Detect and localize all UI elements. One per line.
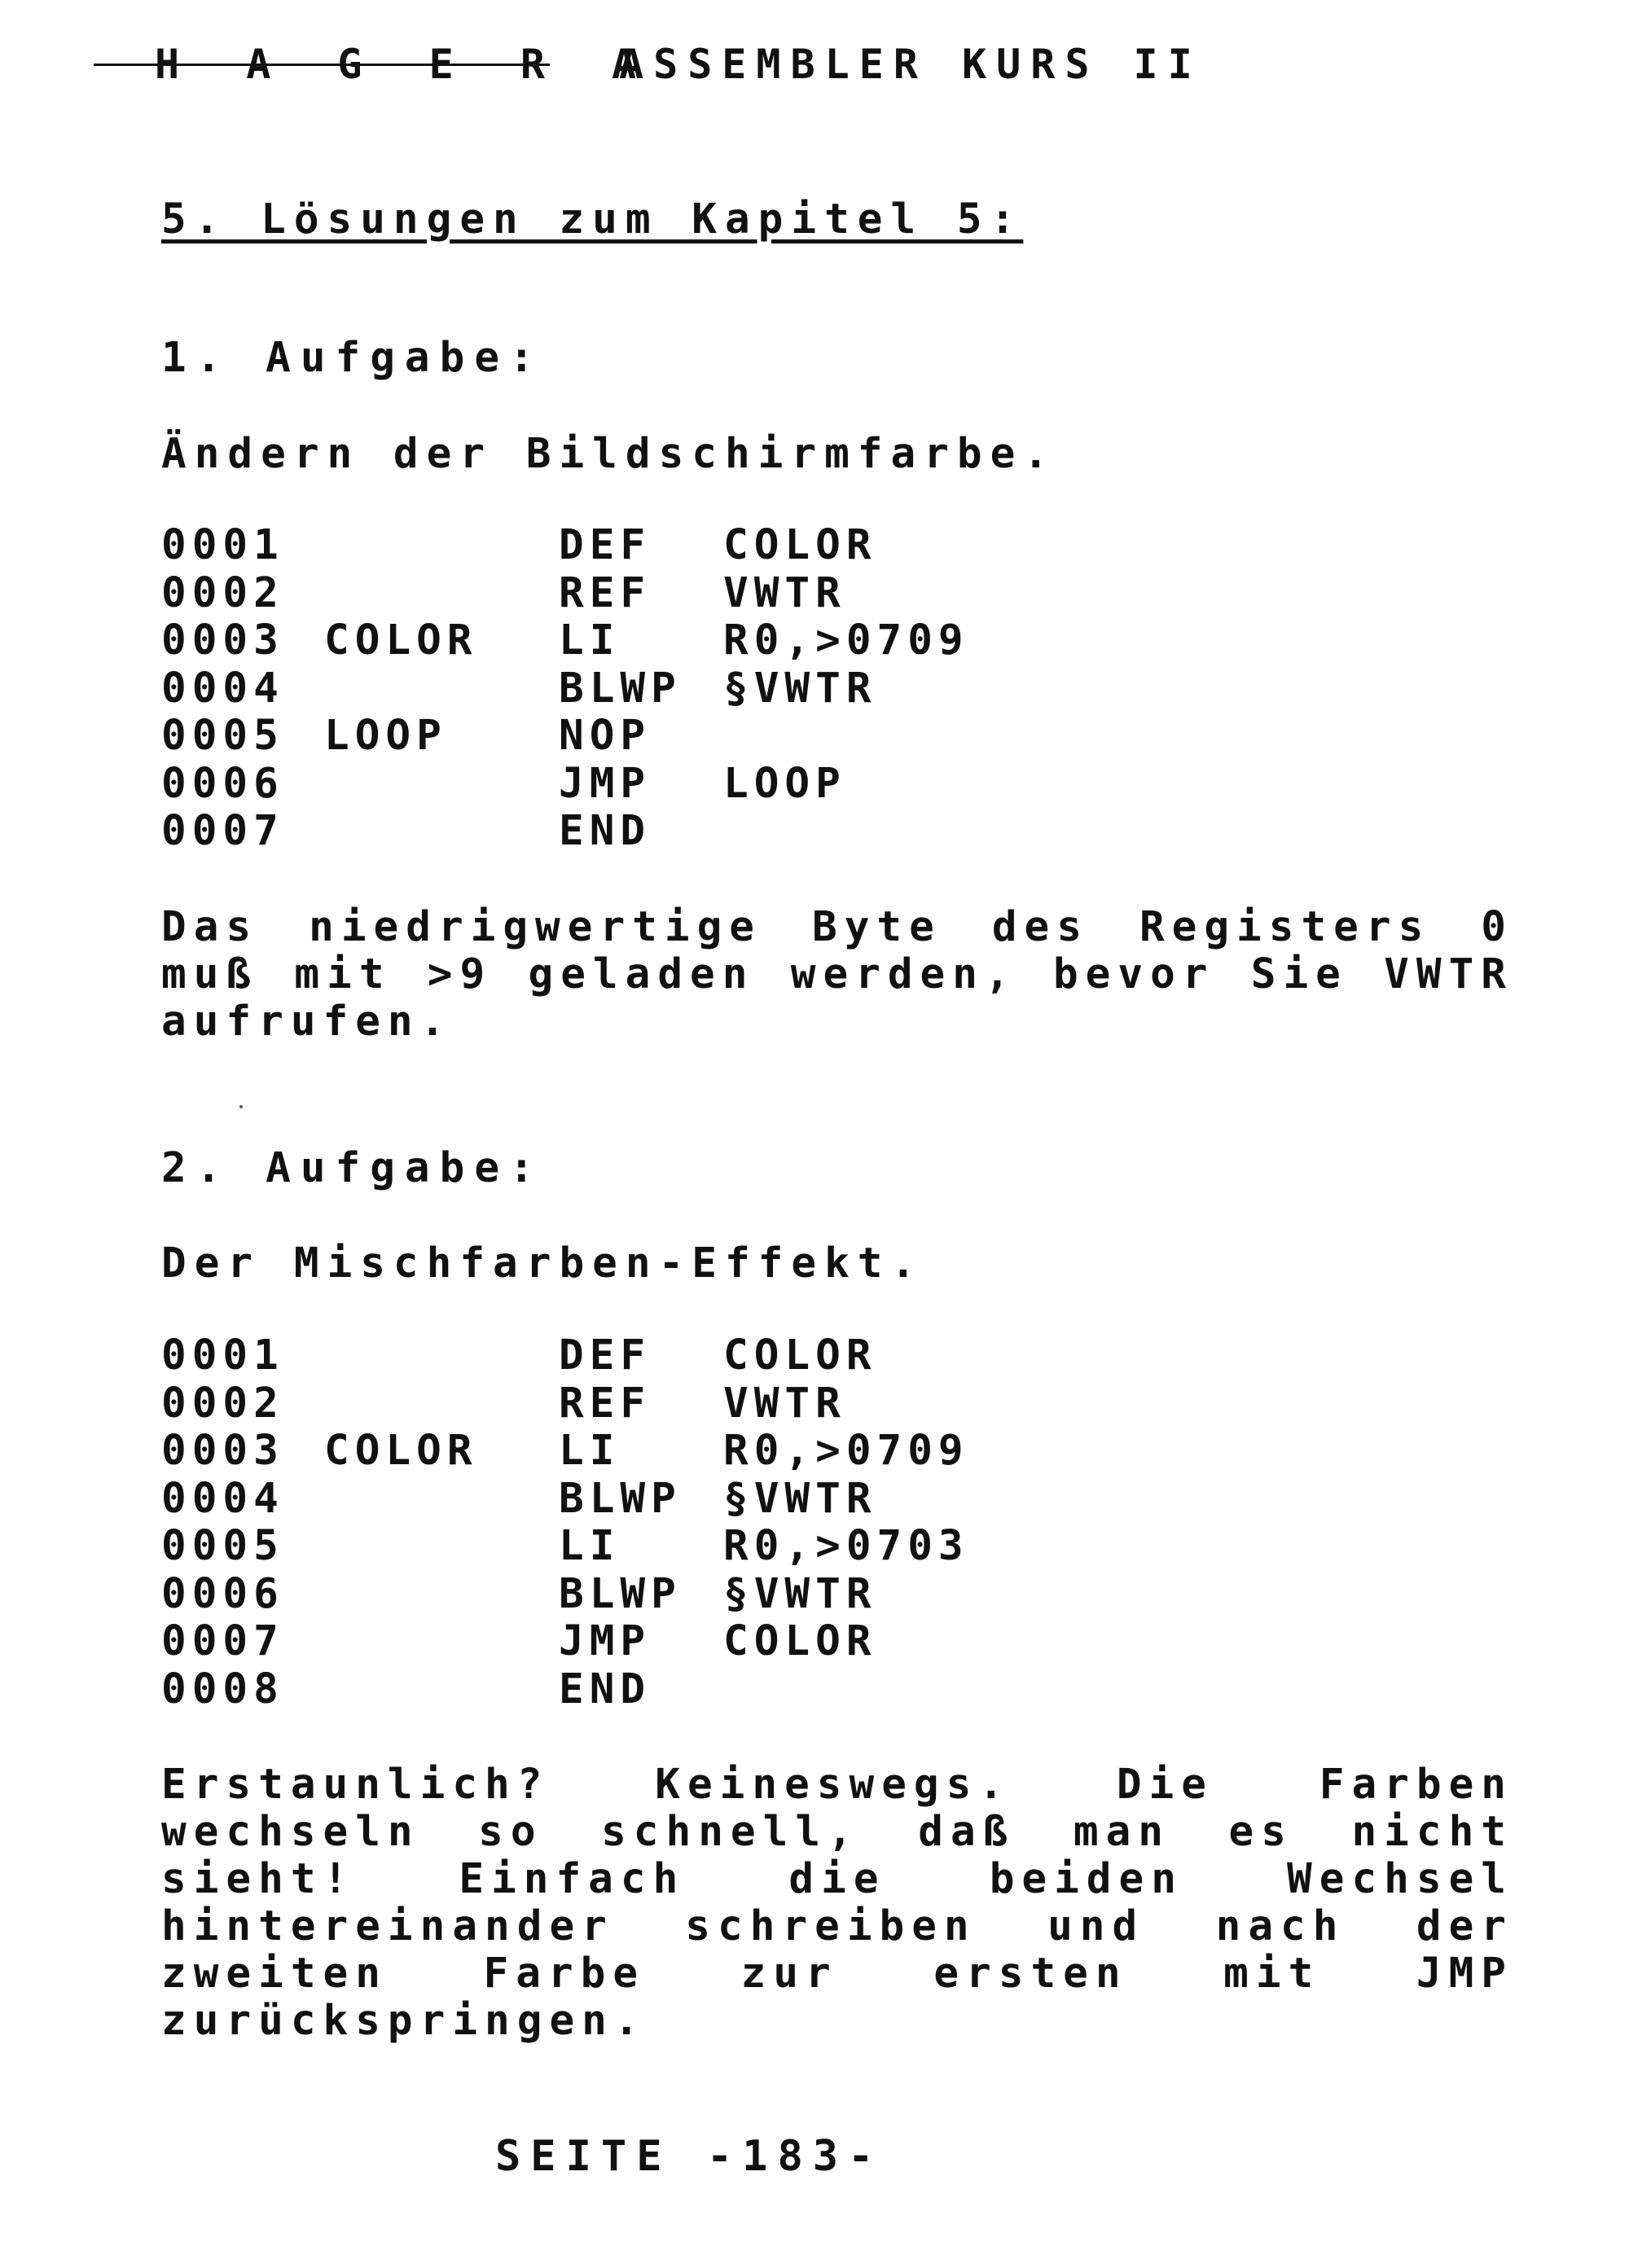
code-label: COLOR bbox=[324, 616, 478, 665]
chapter-title: 5. Lösungen zum Kapitel 5: bbox=[161, 195, 1024, 243]
line-number: 0002 bbox=[161, 568, 284, 617]
note-line: Erstaunlich? Keineswegs. Die Farben bbox=[161, 1761, 1513, 1809]
line-number: 0007 bbox=[161, 1617, 284, 1665]
line-number: 0001 bbox=[161, 1331, 284, 1380]
scan-speck bbox=[239, 1105, 243, 1108]
code-opcode: BLWP bbox=[559, 664, 682, 713]
code-opcode: END bbox=[559, 1665, 652, 1713]
code-label: LOOP bbox=[324, 712, 447, 760]
code-operand: COLOR bbox=[723, 521, 877, 569]
task2-subtitle: Der Mischfarben-Effekt. bbox=[161, 1239, 924, 1288]
header-course: ASSEMBLER KURS II bbox=[619, 41, 1202, 88]
code-opcode: DEF bbox=[559, 521, 652, 569]
line-number: 0008 bbox=[161, 1665, 284, 1713]
note-line: hintereinander schreiben und nach der bbox=[161, 1902, 1513, 1950]
page-number: SEITE -183- bbox=[495, 2132, 884, 2181]
line-number: 0005 bbox=[161, 1522, 284, 1570]
code-opcode: LI bbox=[559, 1522, 621, 1570]
note-line: Das niedrigwertige Byte des Registers 0 bbox=[161, 903, 1513, 951]
code-opcode: REF bbox=[559, 1379, 652, 1428]
task1-note bbox=[161, 904, 1513, 1046]
code-operand: COLOR bbox=[723, 1331, 877, 1380]
code-opcode: JMP bbox=[559, 759, 652, 808]
line-number: 0006 bbox=[161, 759, 284, 808]
note-line: zweiten Farbe zur ersten mit JMP bbox=[161, 1950, 1513, 1998]
code-opcode: LI bbox=[559, 1427, 621, 1475]
line-number: 0002 bbox=[161, 1379, 284, 1428]
line-number: 0004 bbox=[161, 1474, 284, 1523]
code-label: COLOR bbox=[324, 1427, 478, 1475]
code-operand: LOOP bbox=[723, 759, 846, 808]
line-number: 0001 bbox=[161, 521, 284, 569]
code-opcode: NOP bbox=[559, 712, 652, 760]
note-line: zurückspringen. bbox=[161, 1997, 647, 2045]
code-opcode: JMP bbox=[559, 1617, 652, 1665]
code-operand: VWTR bbox=[723, 1379, 846, 1428]
code-opcode: END bbox=[559, 807, 652, 855]
note-line: wechseln so schnell, daß man es nicht bbox=[161, 1808, 1513, 1856]
code-opcode: BLWP bbox=[559, 1474, 682, 1523]
note-line: sieht! Einfach die beiden Wechsel bbox=[161, 1855, 1513, 1903]
line-number: 0003 bbox=[161, 1427, 284, 1475]
code-opcode: BLWP bbox=[559, 1569, 682, 1618]
code-operand: §VWTR bbox=[723, 1474, 877, 1523]
code-operand: R0,>0703 bbox=[723, 1522, 969, 1570]
line-number: 0004 bbox=[161, 664, 284, 713]
header-brand: H A G E R A bbox=[155, 41, 658, 88]
line-number: 0007 bbox=[161, 807, 284, 855]
code-opcode: LI bbox=[559, 616, 621, 665]
code-operand: R0,>0709 bbox=[723, 616, 969, 665]
task1-heading: 1. Aufgabe: bbox=[161, 334, 544, 382]
line-number: 0005 bbox=[161, 712, 284, 760]
task2-note bbox=[161, 1761, 1513, 2045]
line-number: 0006 bbox=[161, 1569, 284, 1618]
task1-subtitle: Ändern der Bildschirmfarbe. bbox=[161, 430, 1057, 478]
code-operand: R0,>0709 bbox=[723, 1427, 969, 1475]
code-opcode: DEF bbox=[559, 1331, 652, 1380]
code-opcode: REF bbox=[559, 568, 652, 617]
line-number: 0003 bbox=[161, 616, 284, 665]
code-operand: VWTR bbox=[723, 568, 846, 617]
code-operand: §VWTR bbox=[723, 664, 877, 713]
code-operand: COLOR bbox=[723, 1617, 877, 1665]
code-operand: §VWTR bbox=[723, 1569, 877, 1618]
task2-heading: 2. Aufgabe: bbox=[161, 1144, 544, 1192]
note-line: aufrufen. bbox=[161, 998, 453, 1046]
note-line: muß mit >9 geladen werden, bevor Sie VWTR bbox=[161, 950, 1513, 998]
